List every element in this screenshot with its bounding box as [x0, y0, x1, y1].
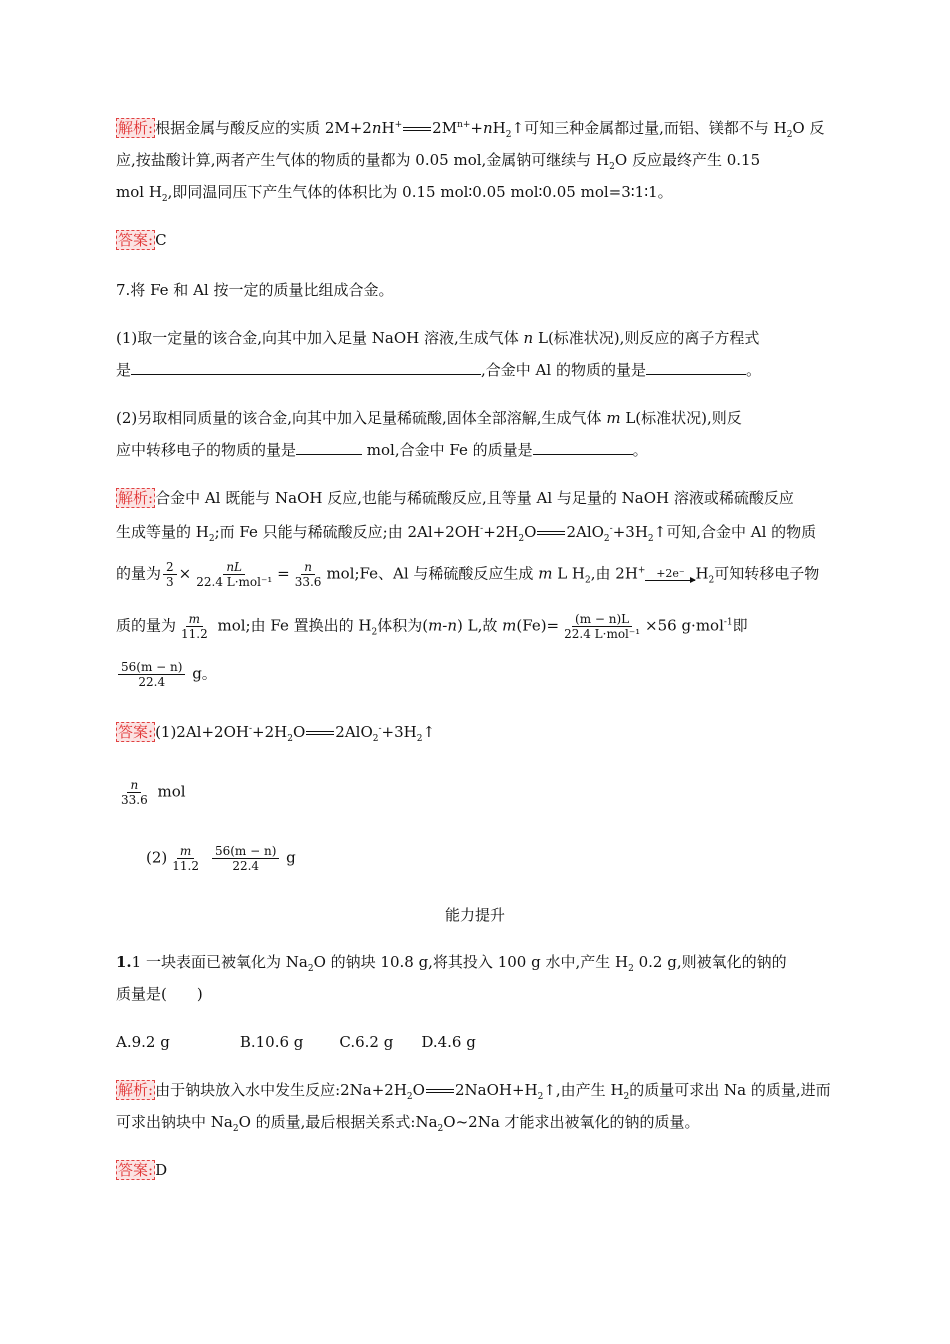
- fraction: [193, 560, 275, 589]
- text: +: [394, 120, 403, 130]
- text: 2: [708, 575, 715, 586]
- text: 应中转移电子的物质的量是: [116, 441, 297, 459]
- text: n: [371, 119, 382, 137]
- text: 即: [732, 616, 748, 635]
- answer-line: [116, 778, 186, 807]
- text: -1: [723, 617, 733, 628]
- text: ,即同温同压下产生气体的体积比为 0.15 mol∶0.05 mol∶0.05 mol=3∶1∶1。: [167, 183, 673, 201]
- question-line: [116, 440, 648, 460]
- numerator: nL: [223, 560, 245, 575]
- text: ,由 2H: [590, 564, 638, 583]
- text: +: [637, 565, 646, 576]
- text: n: [483, 119, 493, 137]
- text: 2: [585, 575, 591, 586]
- answer-line: [116, 1160, 167, 1180]
- fraction: [169, 844, 202, 873]
- answer-blank[interactable]: [533, 440, 633, 455]
- text: 质的量为: [116, 616, 177, 635]
- text: L(标准状况),则反应的离子方程式: [533, 329, 760, 347]
- numerator: (m − n)L: [572, 612, 632, 627]
- answer-line: [116, 722, 435, 742]
- text: 生成等量的 H: [116, 523, 209, 541]
- denominator: 22.4 L·mol⁻¹: [196, 575, 273, 589]
- denominator: 33.6: [121, 793, 148, 807]
- numerator: n: [127, 778, 141, 793]
- arrow-bar: [645, 580, 695, 581]
- text: 2: [623, 1092, 630, 1102]
- text: 2: [371, 627, 378, 638]
- text: H: [381, 119, 395, 137]
- text: 2M: [432, 119, 458, 137]
- numerator: 56(m − n): [118, 660, 185, 675]
- text: H: [695, 564, 709, 583]
- option-a[interactable]: A.9.2 g: [116, 1033, 170, 1051]
- arrow-label: +2e⁻: [656, 567, 685, 580]
- analysis-line: [116, 118, 825, 138]
- denominator: 22.4: [138, 675, 166, 689]
- numerator: m: [186, 612, 203, 627]
- text: 2: [208, 534, 215, 544]
- equals-sign: [426, 1089, 454, 1093]
- text: g: [281, 848, 296, 867]
- text: g。: [187, 664, 217, 683]
- text: 2: [786, 130, 793, 140]
- text: 体积为(: [377, 616, 429, 635]
- text: 的量为: [116, 564, 162, 583]
- text: 2: [505, 130, 512, 140]
- equals-sign: [306, 731, 334, 735]
- denominator: 22.4: [232, 859, 260, 873]
- question-line: [116, 952, 787, 972]
- text: (1)取一定量的该合金,向其中加入足量 NaOH 溶液,生成气体: [116, 329, 524, 347]
- analysis-line: [116, 182, 673, 202]
- text: 是: [116, 361, 132, 379]
- text: +3H: [612, 523, 648, 541]
- text: mol H: [116, 183, 162, 201]
- text: +3H: [381, 723, 417, 741]
- analysis-line: [116, 488, 794, 508]
- text: 的质量可求出 Na 的质量,进而: [629, 1081, 831, 1099]
- text: L(标准状况),则反: [620, 409, 742, 427]
- text: -: [609, 524, 613, 534]
- answer-value: C: [155, 231, 167, 249]
- fraction: [118, 660, 185, 689]
- text: 2: [406, 1092, 413, 1102]
- numerator: n: [301, 560, 315, 575]
- text: mol,合金中 Fe 的质量是: [362, 441, 533, 459]
- text: m: [538, 564, 553, 583]
- text: (2)另取相同质量的该合金,向其中加入足量稀硫酸,固体全部溶解,生成气体: [116, 409, 607, 427]
- text: O: [412, 1081, 425, 1099]
- answer-tag: 答案:: [118, 1161, 154, 1179]
- denominator: 11.2: [172, 859, 199, 873]
- denominator: 33.6: [294, 575, 322, 589]
- text: O: [292, 723, 306, 741]
- analysis-line: [116, 560, 819, 589]
- text: +2H: [483, 523, 519, 541]
- answer-tag: 答案:: [118, 723, 154, 741]
- analysis-tag: 解析:: [118, 119, 154, 137]
- text: 2: [537, 1092, 544, 1102]
- text: 合金中 Al 既能与 NaOH 反应,也能与稀硫酸反应,且等量 Al 与足量的 NaOH 溶液或稀硫酸反应: [155, 489, 794, 507]
- text: ×: [178, 564, 192, 583]
- answer-blank[interactable]: [296, 440, 362, 455]
- answer-line: [146, 844, 296, 873]
- text: (1)2Al+2OH: [155, 723, 249, 741]
- analysis-line: [116, 522, 816, 542]
- text: mol: [152, 782, 186, 801]
- text: 由于钠块放入水中发生反应:2Na+2H: [155, 1081, 407, 1099]
- question-line: [116, 328, 759, 348]
- question-line: [116, 408, 742, 428]
- fraction: [292, 560, 325, 589]
- option-c[interactable]: C.6.2 g: [339, 1033, 394, 1051]
- text: H: [492, 119, 506, 137]
- fraction: [163, 560, 177, 589]
- text: ,合金中 Al 的物质的量是: [481, 361, 646, 379]
- text: 可知转移电子物: [714, 564, 820, 583]
- text: 2AlO: [335, 723, 373, 741]
- analysis-line: [116, 660, 217, 689]
- text: O 的质量,最后根据关系式:Na: [238, 1113, 438, 1131]
- fraction: [561, 612, 643, 641]
- text: mol;Fe、Al 与稀硫酸反应生成: [326, 564, 539, 583]
- text: O~2Na 才能求出被氧化的钠的质量。: [443, 1113, 700, 1131]
- text: ) L,故: [457, 616, 503, 635]
- text: 2NaOH+H: [454, 1081, 538, 1099]
- question-line: [116, 360, 761, 380]
- text: O: [524, 523, 537, 541]
- text: L H: [552, 564, 585, 583]
- text: ↑可知三种金属都过量,而铝、镁都不与 H: [511, 119, 787, 137]
- text: n+: [457, 120, 471, 130]
- numerator: 56(m − n): [212, 844, 279, 859]
- text: =: [277, 564, 290, 583]
- answer-tag: 答案:: [118, 231, 154, 249]
- text: ↑: [422, 723, 436, 741]
- numerator: 2: [163, 560, 177, 575]
- analysis-tag: 解析:: [118, 489, 154, 507]
- text: ↑可知,合金中 Al 的物质: [653, 523, 817, 541]
- text: m: [502, 616, 517, 635]
- text: 2: [647, 534, 654, 544]
- text: 2: [603, 534, 610, 544]
- text: 2: [416, 734, 423, 744]
- reaction-arrow-icon: [645, 568, 695, 581]
- text: O 反: [792, 119, 825, 137]
- text: 2: [372, 734, 379, 744]
- text: 2: [287, 734, 293, 744]
- text: O 反应最终产生 0.15: [614, 151, 761, 169]
- option-b[interactable]: B.10.6 g: [239, 1033, 304, 1051]
- equals-sign: [537, 531, 565, 535]
- text: m-n: [428, 616, 458, 635]
- text: 2: [437, 1124, 444, 1134]
- section-title: 能力提升: [444, 906, 505, 924]
- text: 2: [609, 162, 615, 172]
- text: 2: [628, 964, 634, 974]
- fraction: [118, 778, 151, 807]
- analysis-line: [116, 1080, 831, 1100]
- text: 1 一块表面已被氧化为 Na: [131, 953, 308, 971]
- denominator: 22.4 L·mol⁻¹: [564, 627, 641, 641]
- text: mol;由 Fe 置换出的 H: [212, 616, 372, 635]
- text: 2: [518, 534, 525, 544]
- text: ;而 Fe 只能与稀硫酸反应;由 2Al+2OH: [214, 523, 481, 541]
- numerator: m: [177, 844, 194, 859]
- answer-line: [116, 230, 167, 250]
- text: 2: [232, 1124, 239, 1134]
- text: (2): [146, 848, 168, 867]
- denominator: 3: [166, 575, 174, 589]
- text: 可求出钠块中 Na: [116, 1113, 233, 1131]
- text: (Fe)=: [516, 616, 560, 635]
- fraction: [178, 612, 211, 641]
- answer-blank[interactable]: [131, 360, 481, 375]
- options-row: [116, 1032, 476, 1052]
- option-d[interactable]: D.4.6 g: [421, 1033, 476, 1051]
- analysis-tag: 解析:: [118, 1081, 154, 1099]
- denominator: 11.2: [181, 627, 208, 641]
- text: +2H: [252, 723, 288, 741]
- analysis-line: [116, 150, 760, 170]
- text: +: [470, 119, 483, 137]
- analysis-line: [116, 1112, 700, 1132]
- text: n: [523, 329, 534, 347]
- answer-value: D: [155, 1161, 168, 1179]
- text: 0.2 g,则被氧化的钠的: [633, 953, 787, 971]
- text: 2AlO: [566, 523, 604, 541]
- text: m: [606, 409, 621, 427]
- text: -: [480, 524, 484, 534]
- text: O 的钠块 10.8 g,将其投入 100 g 水中,产生 H: [313, 953, 629, 971]
- fraction: [212, 844, 279, 873]
- text: ↑,由产生 H: [543, 1081, 624, 1099]
- text: 应,按盐酸计算,两者产生气体的物质的量都为 0.05 mol,金属钠可继续与 H: [116, 151, 610, 169]
- equals-sign: [403, 127, 431, 131]
- text: 7.将 Fe 和 Al 按一定的质量比组成合金。: [116, 281, 394, 299]
- text: 。: [745, 361, 761, 379]
- question-number: 1.: [116, 953, 132, 971]
- text: ×56 g·mol: [645, 616, 724, 635]
- text: 。: [632, 441, 648, 459]
- text: 根据金属与酸反应的实质 2M+2: [155, 119, 372, 137]
- analysis-line: [116, 612, 748, 641]
- question-line: [116, 984, 203, 1004]
- text: 质量是( ): [116, 985, 203, 1003]
- answer-blank[interactable]: [646, 360, 746, 375]
- text: -: [378, 724, 382, 734]
- text: -: [248, 724, 253, 734]
- text: 2: [161, 194, 168, 204]
- text: 2: [307, 964, 314, 974]
- question-title: [116, 280, 393, 300]
